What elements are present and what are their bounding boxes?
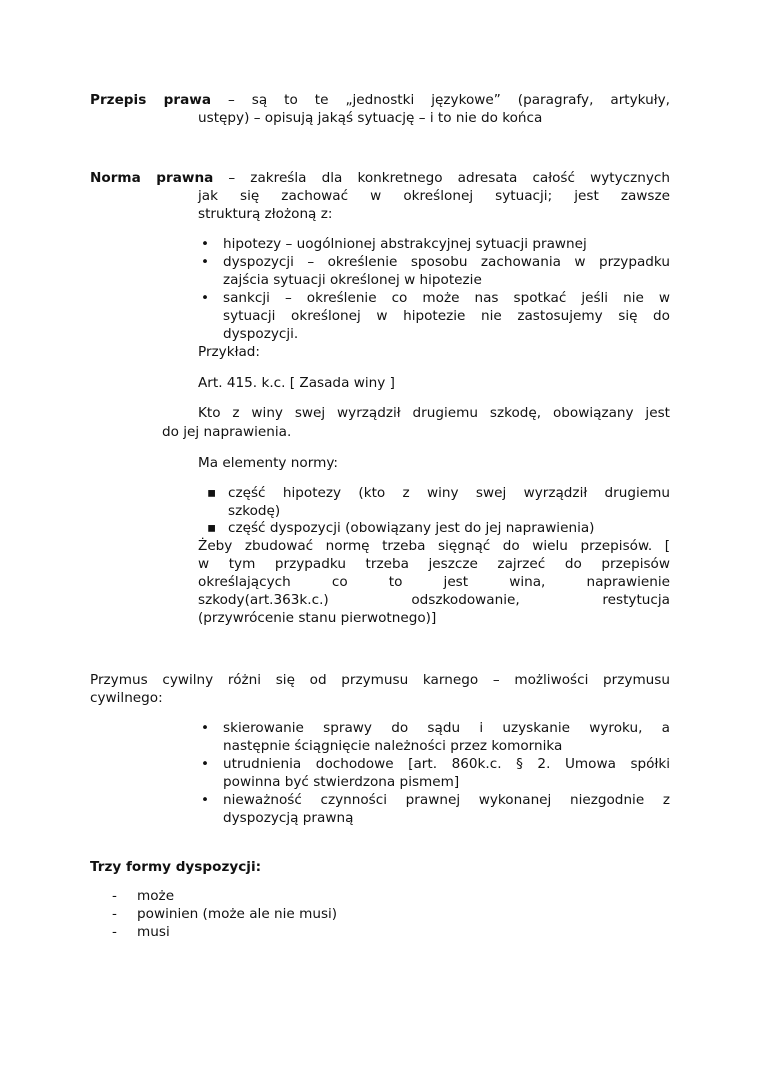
text-line: strukturą złożoną z:: [198, 206, 333, 222]
norma-term: Norma prawna: [90, 170, 214, 186]
element-text: szkodę): [228, 503, 281, 519]
bullet-text: hipotezy – uogólnionej abstrakcyjnej sytuacji prawnej: [223, 236, 587, 252]
dash-icon: -: [112, 888, 117, 904]
formy-heading-text: Trzy formy dyspozycji:: [90, 859, 262, 875]
bullet-text: skierowanie sprawy do sądu i uzyskanie wyroku, a: [223, 720, 670, 736]
element-text: część hipotezy (kto z winy swej wyrządził drugiemu: [228, 485, 670, 501]
bullet-icon: •: [201, 720, 210, 736]
square-bullet-icon: ▪: [207, 485, 217, 501]
przymus-text: cywilnego:: [90, 690, 163, 706]
element-text: część dyspozycji (obowiązany jest do jej naprawienia): [228, 520, 595, 536]
bullet-text: następnie ściągnięcie należności przez komornika: [223, 738, 563, 754]
note-text: Żeby zbudować normę trzeba sięgnąć do wielu przepisów. [: [198, 538, 670, 554]
text-line: ustępy) – opisują jakąś sytuację – i to nie do końca: [198, 110, 543, 126]
formy-heading: [90, 858, 261, 876]
dash-icon: -: [112, 924, 117, 940]
note-text: w tym przypadku trzeba jeszcze zajrzeć do przepisów: [198, 556, 670, 572]
norma-text: – zakreśla dla konkretnego adresata całość wytycznych: [213, 170, 670, 186]
forma-item: musi: [137, 924, 170, 940]
bullet-text: sytuacji określonej w hipotezie nie zastosujemy się do: [223, 308, 670, 324]
dash-icon: -: [112, 906, 117, 922]
przepis-term: Przepis prawa: [90, 92, 212, 108]
example-label: Przykład:: [198, 344, 261, 360]
przepis-definition: [90, 91, 670, 109]
note-text: określających co to jest wina, naprawienie: [198, 574, 670, 590]
bullet-icon: •: [201, 792, 210, 808]
note-text: (przywrócenie stanu pierwotnego)]: [198, 610, 437, 626]
norma-definition: [90, 169, 670, 187]
przepis-text: – są to te „jednostki językowe” (paragrafy, artykuły,: [211, 92, 670, 108]
bullet-text: dyspozycji – określenie sposobu zachowania w przypadku: [223, 254, 670, 270]
text-line: jak się zachować w określonej sytuacji; jest zawsze: [198, 188, 670, 204]
bullet-icon: •: [201, 236, 210, 252]
article-title: Art. 415. k.c. [ Zasada winy ]: [198, 375, 395, 391]
bullet-text: sankcji – określenie co może nas spotkać jeśli nie w: [223, 290, 670, 306]
bullet-text: powinna być stwierdzona pismem]: [223, 774, 460, 790]
article-text: do jej naprawienia.: [162, 424, 292, 440]
bullet-icon: •: [201, 756, 210, 772]
bullet-icon: •: [201, 254, 210, 270]
square-bullet-icon: ▪: [207, 520, 217, 536]
bullet-text: utrudnienia dochodowe [art. 860k.c. § 2. Umowa spółki: [223, 756, 670, 772]
bullet-text: dyspozycji.: [223, 326, 299, 342]
bullet-text: zajścia sytuacji określonej w hipotezie: [223, 272, 482, 288]
bullet-text: nieważność czynności prawnej wykonanej niezgodnie z: [223, 792, 670, 808]
forma-item: może: [137, 888, 175, 904]
bullet-text: dyspozycją prawną: [223, 810, 354, 826]
przymus-text: Przymus cywilny różni się od przymusu karnego – możliwości przymusu: [90, 672, 670, 688]
article-text: Kto z winy swej wyrządził drugiemu szkodę, obowiązany jest: [198, 405, 670, 421]
forma-item: powinien (może ale nie musi): [137, 906, 338, 922]
note-text: szkody(art.363k.c.) odszkodowanie, restytucja: [198, 592, 670, 608]
bullet-icon: •: [201, 290, 210, 306]
elements-label: Ma elementy normy:: [198, 455, 338, 471]
